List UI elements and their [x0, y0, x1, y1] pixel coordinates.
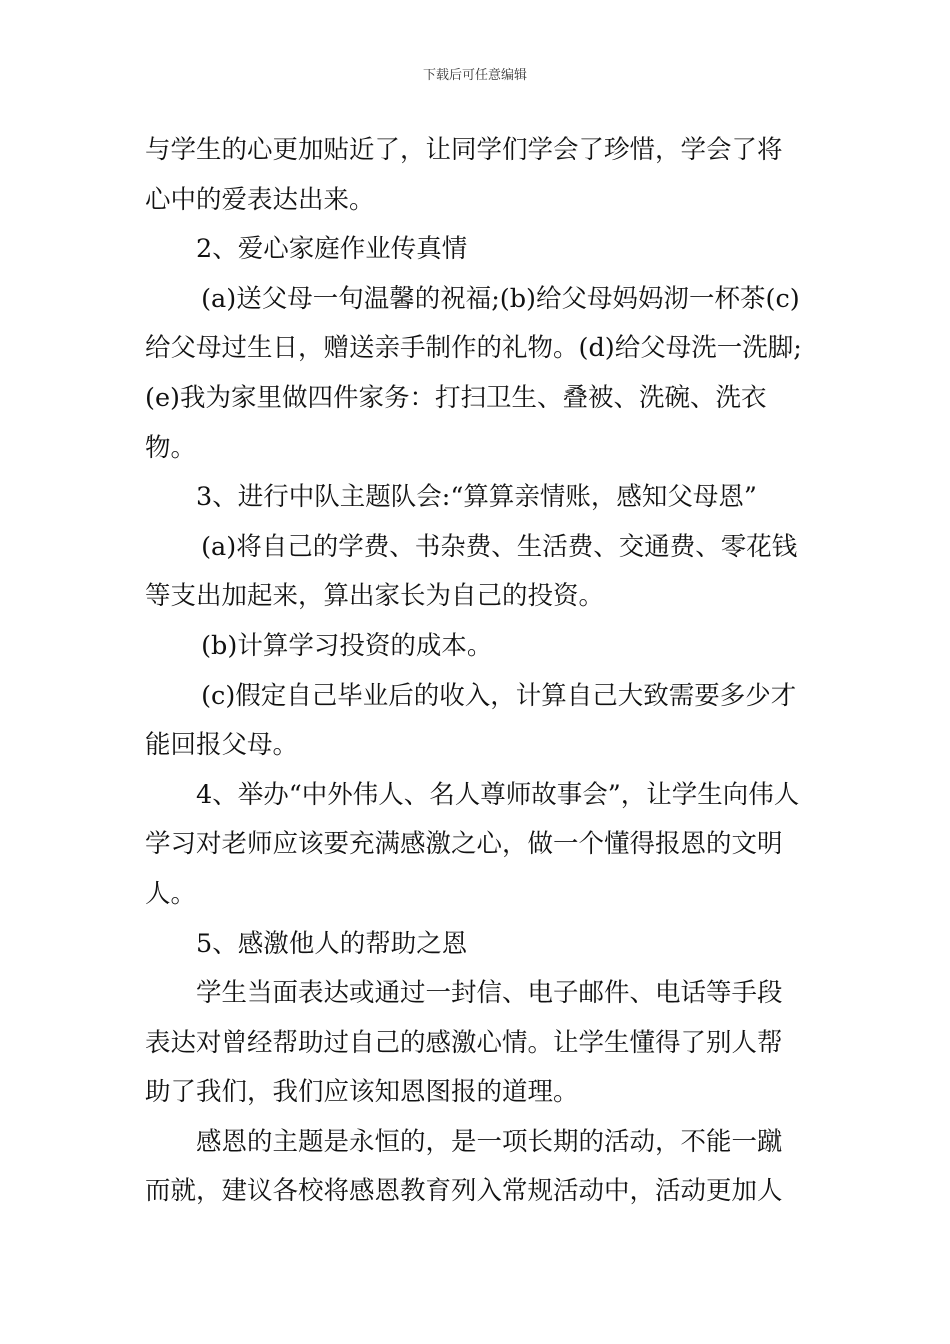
paragraph-continuation: 与学生的心更加贴近了，让同学们学会了珍惜，学会了将心中的爱表达出来。 [145, 135, 783, 215]
paragraph-item-5-details: 学生当面表达或通过一封信、电子邮件、电话等手段表达对曾经帮助过自己的感激心情。让学生懂得了别人帮助了我们，我们应该知恩图报的道理。 [145, 978, 783, 1108]
paragraph-conclusion: 感恩的主题是永恒的，是一项长期的活动，不能一蹴而就，建议各校将感恩教育列入常规活动中，活动更加人 [145, 1126, 783, 1207]
paragraph-item-4: 4、举办“中外伟人、名人尊师故事会”，让学生向伟人学习对老师应该要充满感激之心，做一个懂得报恩的文明人。 [145, 779, 800, 909]
page-header: 下载后可任意编辑 [422, 68, 527, 83]
document-body [145, 126, 807, 1217]
paragraph-item-5-heading: 5、感激他人的帮助之恩 [196, 928, 468, 959]
paragraph-item-3-heading: 3、进行中队主题队会:“算算亲情账，感知父母恩” [196, 482, 757, 513]
paragraph-item-3a: (a)将自己的学费、书杂费、生活费、交通费、零花钱等支出加起来，算出家长为自己的投资。 [145, 531, 798, 612]
paragraph-item-3c: (c)假定自己毕业后的收入，计算自己大致需要多少才能回报父母。 [145, 680, 797, 761]
paragraph-item-2-heading: 2、爱心家庭作业传真情 [196, 234, 468, 265]
paragraph-item-2-details: (a)送父母一句温馨的祝福;(b)给父母妈妈沏一杯茶(c)给父母过生日，赠送亲手制作的礼物。(d)给父母洗一洗脚;(e)我为家里做四件家务：打扫卫生、叠被、洗碗、洗衣物。 [145, 283, 802, 463]
paragraph-item-3b: (b)计算学习投资的成本。 [201, 630, 493, 661]
